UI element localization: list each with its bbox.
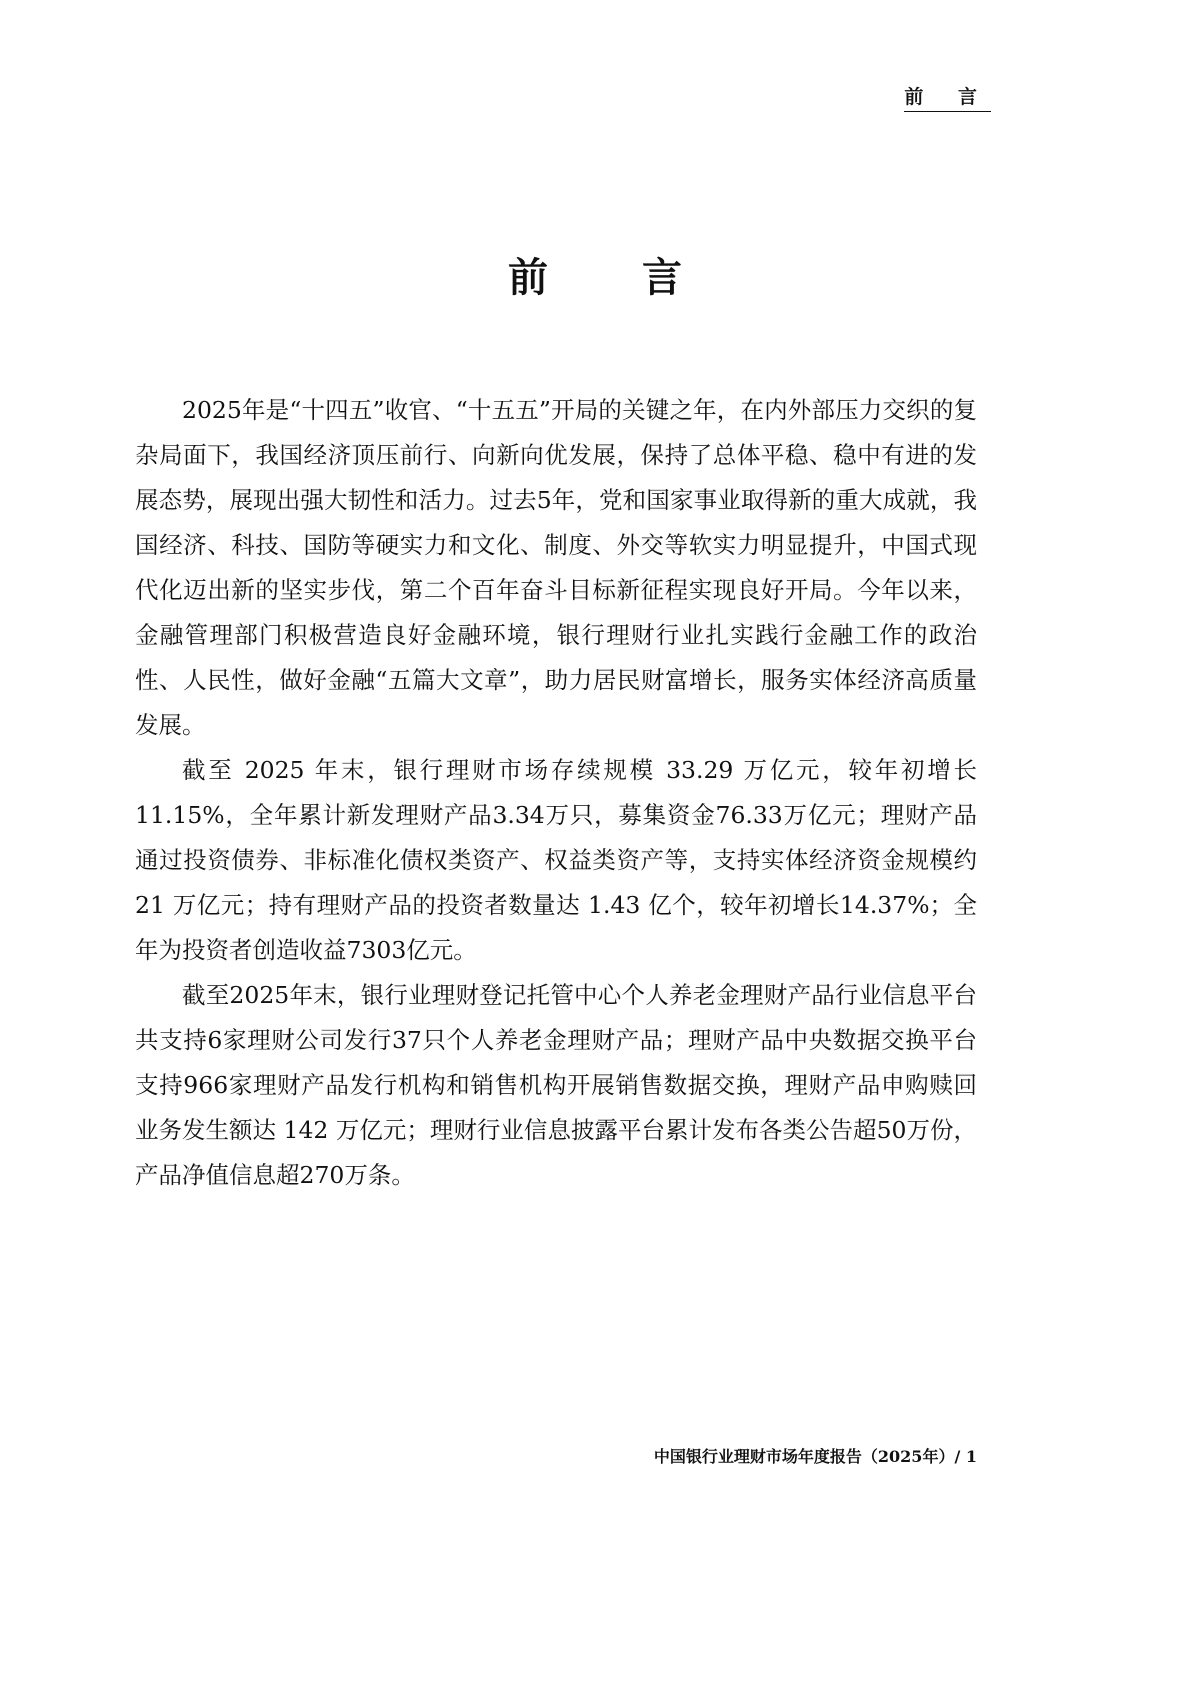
running-head: 前 言 — [904, 82, 991, 112]
body-text — [135, 388, 977, 1198]
paragraph: 截至2025年末，银行业理财登记托管中心个人养老金理财产品行业信息平台共支持6家理财公司发行37只个人养老金理财产品；理财产品中央数据交换平台支持966家理财产品发行机构和销售机构开展销售数据交换，理财产品申购赎回业务发生额达 142 万亿元；理财行业信息披露平台累计发布各类公告超50万份，产品净值信息超270万条。 — [135, 981, 977, 1189]
paragraph: 截至 2025 年末，银行理财市场存续规模 33.29 万亿元，较年初增长11.15%，全年累计新发理财产品3.34万只，募集资金76.33万亿元；理财产品通过投资债券、非标准化债权类资产、权益类资产等，支持实体经济资金规模约 21 万亿元；持有理财产品的投资者数量达 1.43 亿个，较年初增长14.37%；全年为投资者创造收益7303亿元。 — [135, 756, 977, 964]
paragraph: 2025年是“十四五”收官、“十五五”开局的关键之年，在内外部压力交织的复杂局面下，我国经济顶压前行、向新向优发展，保持了总体平稳、稳中有进的发展态势，展现出强大韧性和活力。过去5年，党和国家事业取得新的重大成就，我国经济、科技、国防等硬实力和文化、制度、外交等软实力明显提升，中国式现代化迈出新的坚实步伐，第二个百年奋斗目标新征程实现良好开局。今年以来，金融管理部门积极营造良好金融环境，银行理财行业扎实践行金融工作的政治性、人民性，做好金融“五篇大文章”，助力居民财富增长，服务实体经济高质量发展。 — [135, 396, 977, 739]
page-footer: 中国银行业理财市场年度报告（2025年）/ 1 — [653, 1447, 977, 1466]
page-title: 前 言 — [508, 254, 722, 301]
